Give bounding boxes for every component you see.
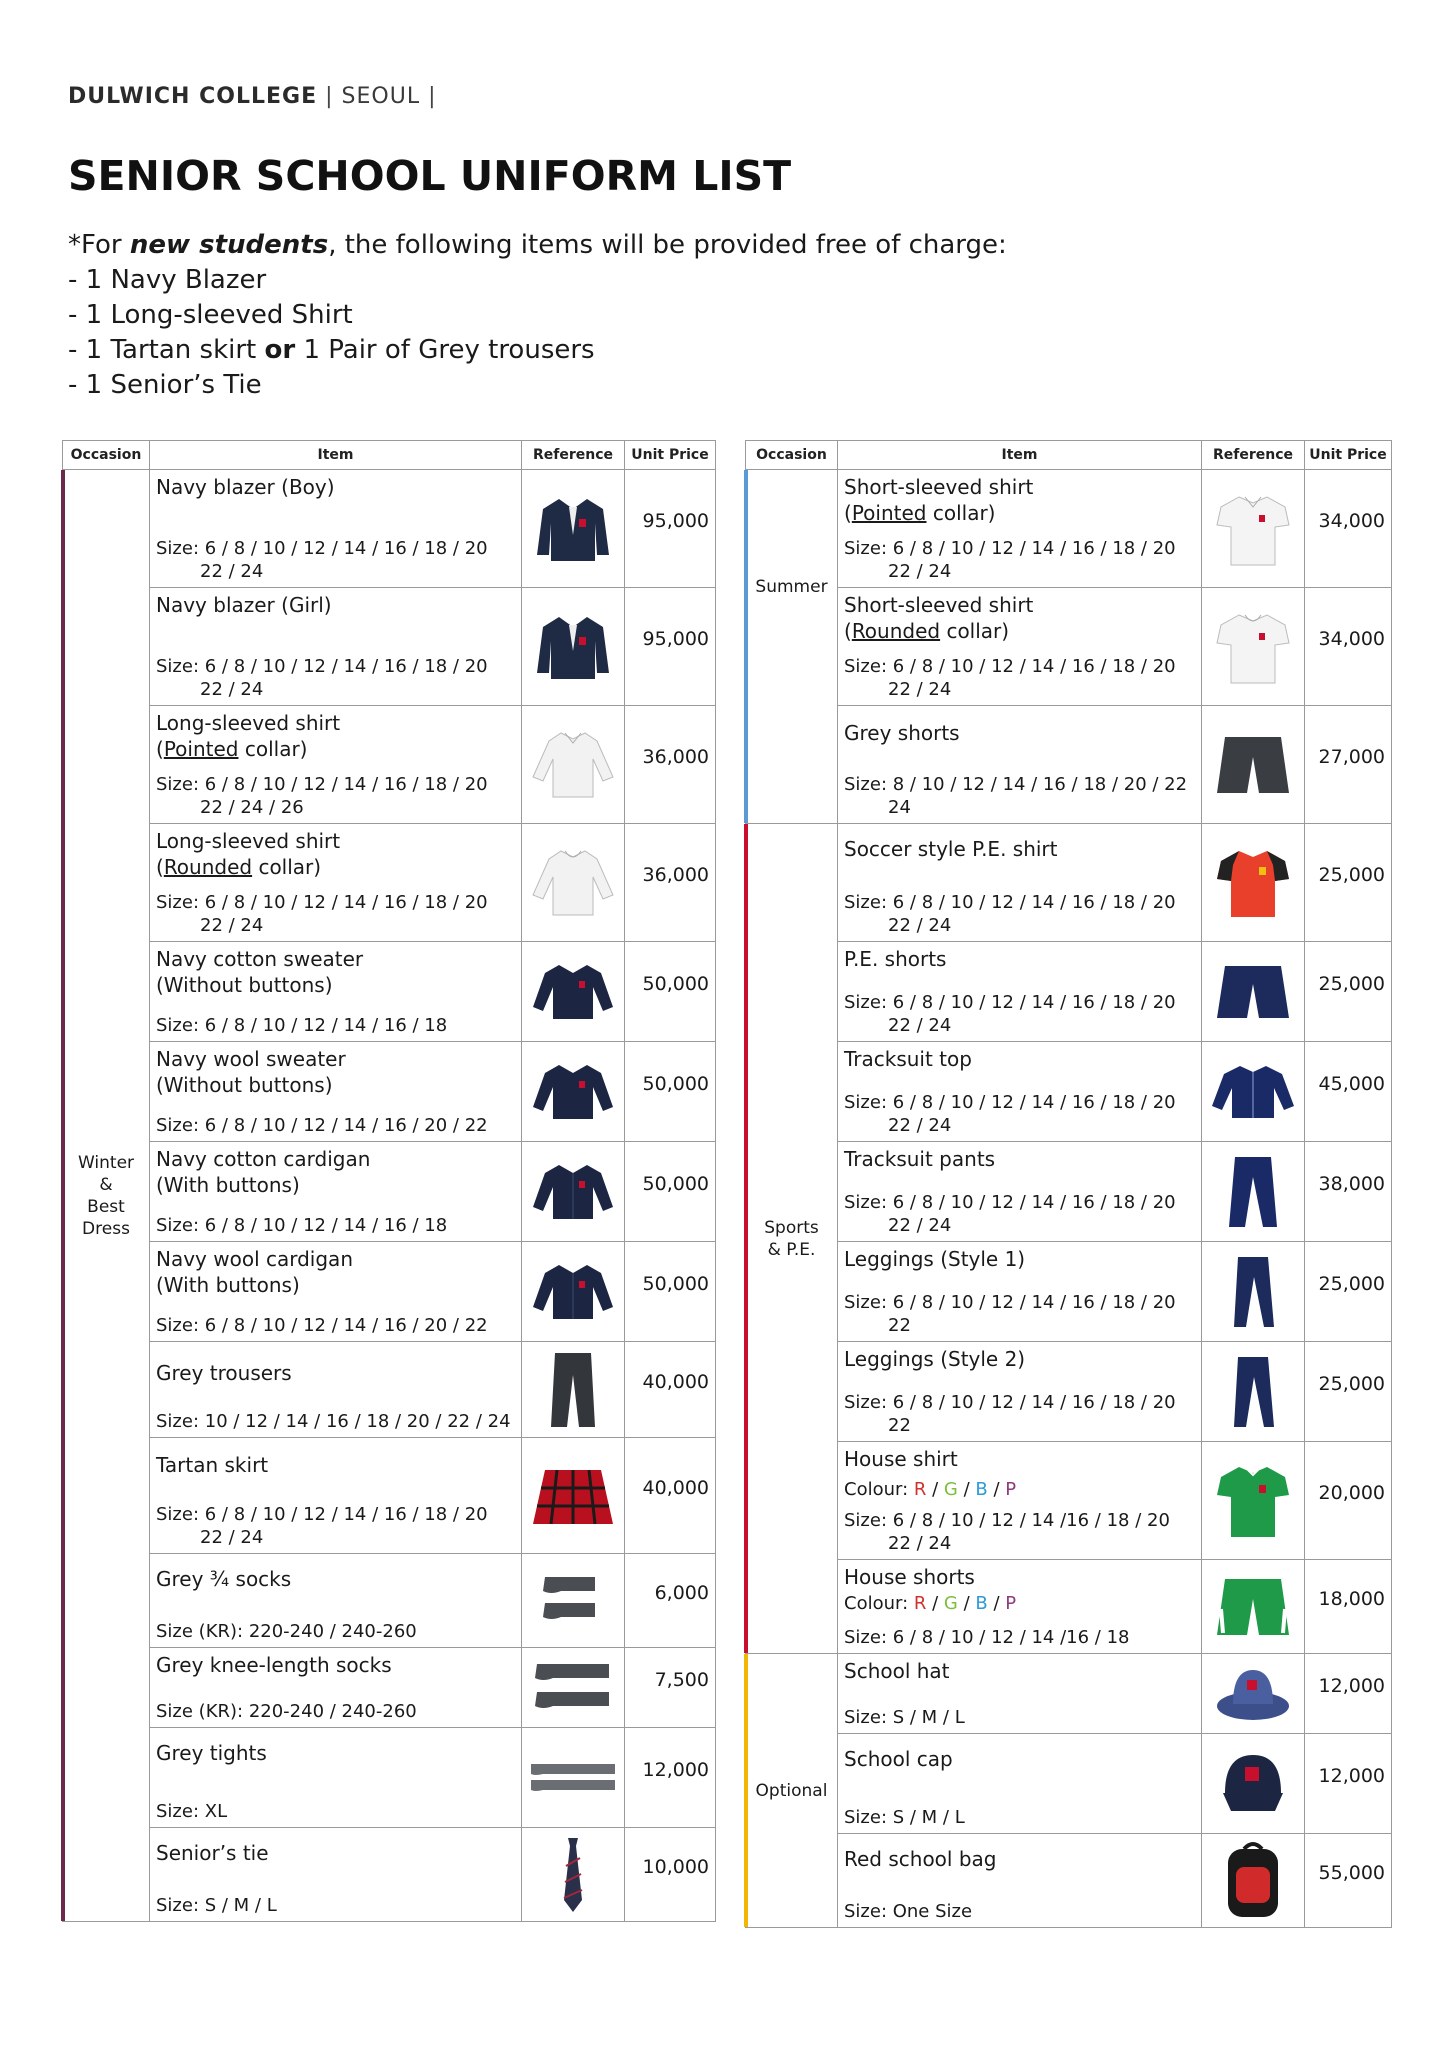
table-row [63,470,716,588]
new-students-emphasis: new students [129,230,329,260]
column-header-reference: Reference [1202,441,1305,470]
price-cell: 6,000 [625,1554,716,1648]
house-colours: Colour: R / G / B / P [844,1479,1017,1500]
intro-item: - 1 Tartan skirt or 1 Pair of Grey trousers [68,335,595,365]
price-cell: 50,000 [625,1042,716,1142]
table-row: Navy wool sweater (Without buttons) Size: 6 / 8 / 10 / 12 / 14 / 16 / 20 / 22 50,000 [63,1042,716,1142]
tracksuit-top-icon [1210,1060,1296,1124]
table-row: Red school bag Size: One Size 55,000 [746,1834,1392,1928]
occasion-optional: Optional [746,1654,838,1928]
table-row: Grey ¾ socks Size (KR): 220-240 / 240-260 6,000 [63,1554,716,1648]
table-row: Long-sleeved shirt (Rounded collar) Size: 6 / 8 / 10 / 12 / 14 / 16 / 18 / 20 22 / 24 36,000 [63,824,716,942]
table-row: House shorts Colour: R / G / B / P Size: 6 / 8 / 10 / 12 / 14 /16 / 18 18,000 [746,1560,1392,1654]
table-header-row [746,441,1392,470]
white-shirt-icon [531,725,615,805]
grey-long-socks-icon [529,1656,617,1720]
school-cap-icon [1215,1749,1291,1819]
navy-blazer-icon [533,489,613,569]
tartan-skirt-icon [531,1464,615,1528]
table-row: Tracksuit pants Size: 6 / 8 / 10 / 12 / 14 / 16 / 18 / 20 22 / 24 38,000 [746,1142,1392,1242]
brand-name: DULWICH COLLEGE [68,84,318,109]
table-row: Navy cotton cardigan (With buttons) Size: 6 / 8 / 10 / 12 / 14 / 16 / 18 50,000 [63,1142,716,1242]
table-row: Sports & P.E. Soccer style P.E. shirt Size: 6 / 8 / 10 / 12 / 14 / 16 / 18 / 20 22 / 24 25,000 [746,824,1392,942]
navy-sweater-icon [531,957,615,1027]
table-row: Navy blazer (Girl) Size: 6 / 8 / 10 / 12 / 14 / 16 / 18 / 20 22 / 24 95,000 [63,588,716,706]
table-row: Navy cotton sweater (Without buttons) Size: 6 / 8 / 10 / 12 / 14 / 16 / 18 50,000 [63,942,716,1042]
table-row: Optional School hat Size: S / M / L 12,000 [746,1654,1392,1734]
occasion-color-bar [61,470,65,1921]
price-cell: 10,000 [625,1828,716,1922]
grey-trousers-icon [543,1349,603,1431]
table-row: P.E. shorts Size: 6 / 8 / 10 / 12 / 14 / 16 / 18 / 20 22 / 24 25,000 [746,942,1392,1042]
price-cell: 50,000 [625,942,716,1042]
winter-uniform-table [62,440,716,1922]
price-cell: 50,000 [625,1142,716,1242]
occasion-color-bar [744,824,748,1653]
table-row: Navy wool cardigan (With buttons) Size: 6 / 8 / 10 / 12 / 14 / 16 / 20 / 22 50,000 [63,1242,716,1342]
leggings-icon [1228,1353,1278,1431]
column-header-occasion: Occasion [746,441,838,470]
table-row: House shirt Colour: R / G / B / P Size: 6 / 8 / 10 / 12 / 14 /16 / 18 / 20 22 / 24 20,000 [746,1442,1392,1560]
intro-notice [68,228,1007,403]
navy-cardigan-icon [531,1157,615,1227]
table-row: Grey tights Size: XL 12,000 [63,1728,716,1828]
table-row: Long-sleeved shirt (Pointed collar) Size: 6 / 8 / 10 / 12 / 14 / 16 / 18 / 20 22 / 24 / 26 36,000 [63,706,716,824]
occasion-sports: Sports & P.E. [746,824,838,1654]
tracksuit-pants-icon [1225,1153,1281,1231]
price-cell: 12,000 [625,1728,716,1828]
navy-blazer-icon [533,607,613,687]
price-cell: 25,000 [1305,1242,1392,1342]
price-cell: 40,000 [625,1438,716,1554]
house-shirt-icon [1213,1461,1293,1541]
price-cell: 45,000 [1305,1042,1392,1142]
intro-item: - 1 Senior’s Tie [68,370,262,400]
item-cell: Navy blazer (Boy) Size: 6 / 8 / 10 / 12 / 14 / 16 / 18 / 20 22 / 24 [150,470,522,588]
table-row: Leggings (Style 2) Size: 6 / 8 / 10 / 12 / 14 / 16 / 18 / 20 22 25,000 [746,1342,1392,1442]
column-header-item: Item [838,441,1202,470]
grey-tights-icon [527,1758,619,1798]
price-cell: 34,000 [1305,470,1392,588]
column-header-item: Item [150,441,522,470]
column-header-price: Unit Price [1305,441,1392,470]
brand-separator: | [325,84,334,109]
tie-icon [558,1836,588,1914]
price-cell: 34,000 [1305,588,1392,706]
table-header-row [63,441,716,470]
price-cell: 18,000 [1305,1560,1392,1654]
price-cell: 95,000 [625,588,716,706]
table-row: Tartan skirt Size: 6 / 8 / 10 / 12 / 14 / 16 / 18 / 20 22 / 24 40,000 [63,1438,716,1554]
school-hat-icon [1213,1662,1293,1726]
grey-socks-icon [531,1569,615,1633]
occasion-color-bar [744,470,748,823]
price-cell: 36,000 [625,824,716,942]
pe-shirt-icon [1213,845,1293,921]
summer-sports-table [745,440,1392,1928]
column-header-occasion: Occasion [63,441,150,470]
column-header-price: Unit Price [625,441,716,470]
brand-city: SEOUL [341,84,421,109]
occasion-winter: Winter & Best Dress [63,470,150,1922]
price-cell: 12,000 [1305,1654,1392,1734]
price-cell: 36,000 [625,706,716,824]
navy-sweater-icon [531,1057,615,1127]
price-cell: 40,000 [625,1342,716,1438]
leggings-icon [1228,1253,1278,1331]
price-cell: 55,000 [1305,1834,1392,1928]
intro-item: - 1 Navy Blazer [68,265,267,295]
navy-cardigan-icon [531,1257,615,1327]
table-row: Senior’s tie Size: S / M / L 10,000 [63,1828,716,1922]
price-cell: 25,000 [1305,942,1392,1042]
table-row: School cap Size: S / M / L 12,000 [746,1734,1392,1834]
table-row: Grey knee-length socks Size (KR): 220-240 / 240-260 7,500 [63,1648,716,1728]
price-cell: 25,000 [1305,1342,1392,1442]
pe-shorts-icon [1215,962,1291,1022]
price-cell: 27,000 [1305,706,1392,824]
grey-shorts-icon [1215,733,1291,797]
column-header-reference: Reference [522,441,625,470]
table-row: Summer Short-sleeved shirt (Pointed collar) Size: 6 / 8 / 10 / 12 / 14 / 16 / 18 / 20 22 / 24 34,000 [746,470,1392,588]
brand-header [68,84,437,109]
price-cell: 12,000 [1305,1734,1392,1834]
intro-line: *For new students, the following items will be provided free of charge: [68,230,1007,260]
price-cell: 7,500 [625,1648,716,1728]
table-row: Leggings (Style 1) Size: 6 / 8 / 10 / 12 / 14 / 16 / 18 / 20 22 25,000 [746,1242,1392,1342]
table-row: Tracksuit top Size: 6 / 8 / 10 / 12 / 14 / 16 / 18 / 20 22 / 24 45,000 [746,1042,1392,1142]
house-shorts-icon [1215,1575,1291,1639]
price-cell: 95,000 [625,470,716,588]
table-row: Short-sleeved shirt (Rounded collar) Size: 6 / 8 / 10 / 12 / 14 / 16 / 18 / 20 22 / 24 34,000 [746,588,1392,706]
school-bag-icon [1220,1841,1286,1921]
table-row: Grey shorts Size: 8 / 10 / 12 / 14 / 16 / 18 / 20 / 22 24 27,000 [746,706,1392,824]
price-cell: 50,000 [625,1242,716,1342]
price-cell: 20,000 [1305,1442,1392,1560]
white-shirt-icon [531,843,615,923]
short-sleeve-shirt-icon [1213,489,1293,569]
occasion-color-bar [744,1654,748,1927]
price-cell: 38,000 [1305,1142,1392,1242]
page-title: SENIOR SCHOOL UNIFORM LIST [68,152,792,200]
intro-item: - 1 Long-sleeved Shirt [68,300,353,330]
table-row: Grey trousers Size: 10 / 12 / 14 / 16 / 18 / 20 / 22 / 24 40,000 [63,1342,716,1438]
occasion-summer: Summer [746,470,838,824]
house-colours: Colour: R / G / B / P [844,1593,1017,1614]
brand-separator-end: | [428,84,437,109]
short-sleeve-shirt-icon [1213,607,1293,687]
price-cell: 25,000 [1305,824,1392,942]
